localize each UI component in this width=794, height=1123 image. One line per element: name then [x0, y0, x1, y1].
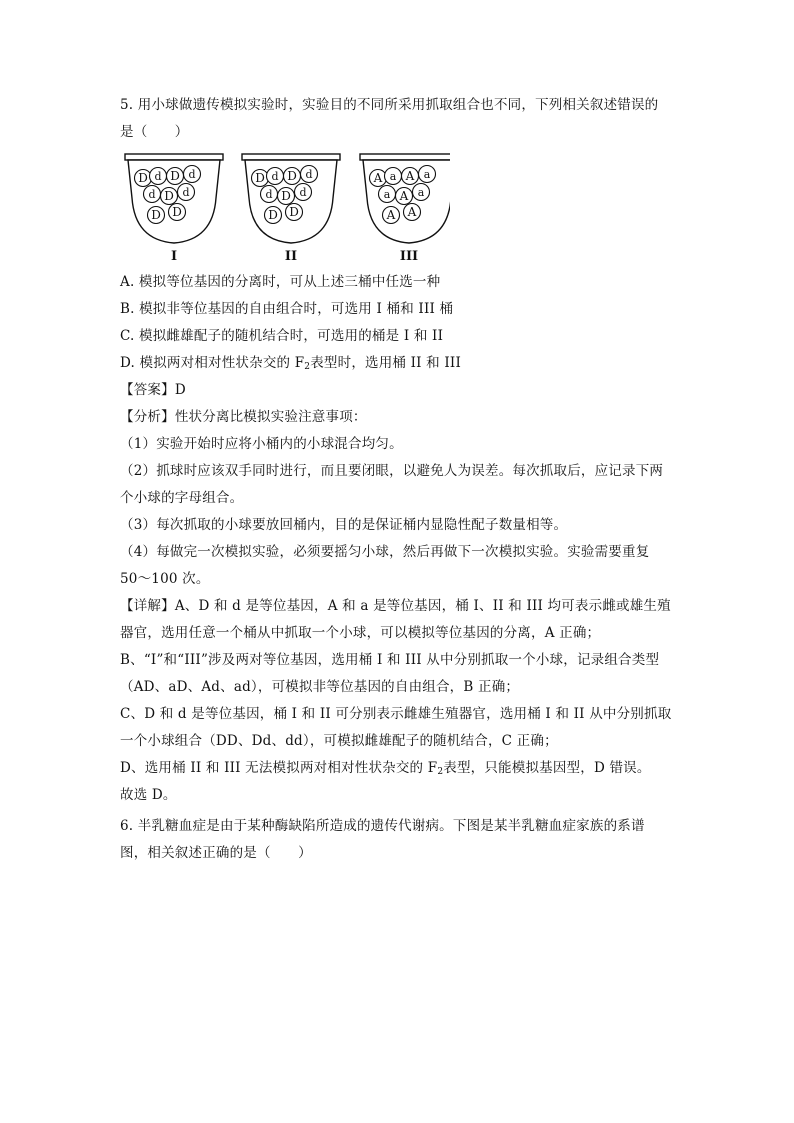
ball-label: a: [389, 170, 397, 183]
ball-label: D: [172, 205, 182, 219]
q5-detail-d: [120, 759, 680, 781]
ball-label: d: [305, 168, 313, 181]
ball-label: D: [164, 189, 174, 203]
q5-analysis-intro: [120, 408, 680, 426]
bucket-figure-svg: [120, 150, 450, 265]
ball-label: D: [255, 171, 265, 185]
ball-label: d: [299, 186, 307, 199]
q5-conclusion: 故选 D。: [120, 787, 177, 803]
ball-label: d: [182, 186, 190, 199]
detail-d-sub: 2: [437, 767, 444, 777]
detail-first-text: A、D 和 d 是等位基因，A 和 a 是等位基因，桶 I、II 和 III 均可表示雌或雄生殖: [174, 598, 671, 614]
q5-analysis-item: 个小球的字母组合。: [120, 490, 244, 506]
ball-label: d: [154, 170, 162, 183]
ball-label: a: [383, 188, 391, 201]
ball-label: D: [268, 208, 278, 222]
ball-label: A: [407, 205, 417, 219]
detail-tag: 【详解】: [120, 598, 175, 614]
bucket-label: II: [284, 249, 298, 264]
ball-label: D: [289, 205, 299, 219]
q5-option-c: C. 模拟雌雄配子的随机结合时，可选用的桶是 I 和 II: [120, 328, 444, 344]
ball-label: d: [188, 168, 196, 181]
ball-label: d: [148, 188, 156, 201]
bucket-rim: [125, 154, 223, 160]
q5-analysis-item: （3）每次抓取的小球要放回桶内，目的是保证桶内显隐性配子数量相等。: [120, 517, 568, 533]
ball-label: d: [265, 188, 273, 201]
ball-label: d: [271, 170, 279, 183]
ball-label: A: [373, 171, 383, 185]
ball-label: D: [287, 169, 297, 183]
ball-label: D: [170, 169, 180, 183]
q5-analysis-item: （4）每做完一次模拟实验，必须要摇匀小球，然后再做下一次模拟实验。实验需要重复: [120, 544, 650, 560]
ball-label: A: [386, 208, 396, 222]
q5-option-d: [120, 354, 680, 376]
ball-label: a: [417, 186, 425, 199]
q5-detail-line: 一个小球组合（DD、Dd、dd），可模拟雌雄配子的随机结合，C 正确；: [120, 733, 558, 749]
answer-tag: 【答案】: [120, 382, 175, 398]
analysis-intro-text: 性状分离比模拟实验注意事项：: [174, 409, 367, 425]
bucket-1: [125, 154, 223, 264]
q5-stem-line-2: 是（ ）: [120, 124, 189, 140]
q5-analysis-item: （1）实验开始时应将小桶内的小球混合均匀。: [120, 436, 403, 452]
ball-label: D: [138, 171, 148, 185]
answer-value: D: [174, 382, 186, 398]
bucket-label: III: [399, 249, 419, 264]
q6-stem-line-2: 图，相关叙述正确的是（ ）: [120, 845, 312, 861]
bucket-2: [242, 154, 340, 264]
q5-analysis-item: 50～100 次。: [120, 571, 210, 587]
q5-option-b: B. 模拟非等位基因的自由组合时，可选用 I 桶和 III 桶: [120, 301, 454, 317]
q5-analysis-item: （2）抓球时应该双手同时进行，而且要闭眼，以避免人为误差。每次抓取后，应记录下两: [120, 463, 664, 479]
ball-label: A: [405, 169, 415, 183]
ball-label: D: [151, 208, 161, 222]
bucket-rim: [242, 154, 340, 160]
detail-d-pre: D、选用桶 II 和 III 无法模拟两对相对性状杂交的 F: [120, 760, 438, 776]
q5-option-d-post: 表型时，选用桶 II 和 III: [310, 355, 461, 371]
q5-detail-line: 器官，选用任意一个桶从中抓取一个小球，可以模拟等位基因的分离，A 正确；: [120, 625, 601, 641]
q5-stem-line-1: 5. 用小球做遗传模拟实验时，实验目的不同所采用抓取组合也不同，下列相关叙述错误的: [120, 97, 659, 113]
q6-stem-line-1: 6. 半乳糖血症是由于某种酶缺陷所造成的遗传代谢病。下图是某半乳糖血症家族的系谱: [120, 818, 645, 834]
ball-label: a: [423, 168, 431, 181]
q5-option-d-pre: D. 模拟两对相对性状杂交的 F: [120, 355, 305, 371]
q5-detail-line: （AD、aD、Ad、ad），可模拟非等位基因的自由组合，B 正确；: [120, 679, 520, 695]
q5-option-d-sub: 2: [304, 362, 311, 372]
q5-detail-line: B、“I”和“III”涉及两对等位基因，选用桶 I 和 III 从中分别抓取一个小球，记录组合类型: [120, 652, 660, 668]
ball-label: D: [281, 189, 291, 203]
q5-detail-line: C、D 和 d 是等位基因，桶 I 和 II 可分别表示雌雄生殖器官，选用桶 I 和 II 从中分别抓取: [120, 706, 672, 722]
bucket-3: [360, 154, 450, 264]
bucket-label: I: [170, 249, 178, 264]
ball-label: A: [399, 189, 409, 203]
q5-answer: [120, 381, 680, 399]
bucket-figure: [120, 150, 450, 265]
q5-detail-first: [120, 597, 680, 615]
bucket-rim: [360, 154, 450, 160]
q5-option-a: A. 模拟等位基因的分离时，可从上述三桶中任选一种: [120, 274, 441, 290]
detail-d-post: 表型，只能模拟基因型，D 错误。: [443, 760, 651, 776]
analysis-tag: 【分析】: [120, 409, 175, 425]
